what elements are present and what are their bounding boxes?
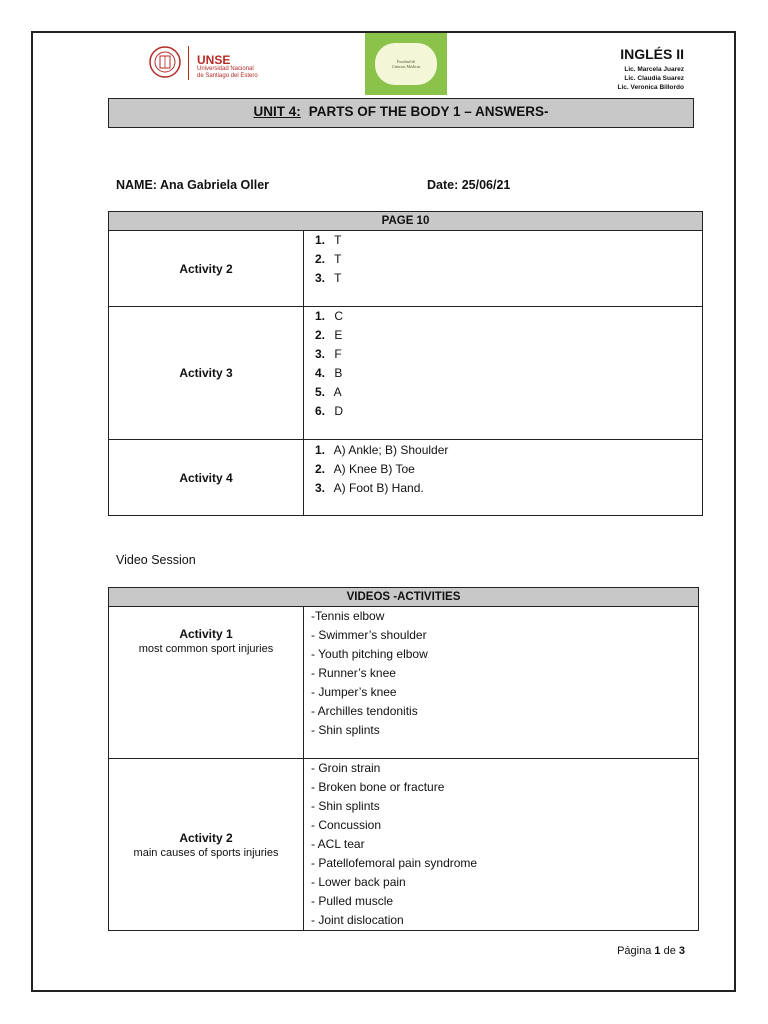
student-date: Date: 25/06/21 <box>427 178 511 192</box>
list-item <box>315 402 702 421</box>
item-text: T <box>334 233 342 247</box>
activity-2-label: Activity 2 <box>179 261 233 276</box>
list-item <box>315 250 702 269</box>
table-row <box>109 607 699 759</box>
item-text: A <box>333 385 342 399</box>
list-item <box>315 269 702 288</box>
faculty-logo <box>365 33 447 95</box>
faculty-line-1: Facultad de <box>396 59 416 64</box>
item-text: A) Knee B) Toe <box>333 462 415 476</box>
list-item: - Groin strain <box>311 761 381 775</box>
professors-list <box>618 65 684 92</box>
list-item <box>315 383 702 402</box>
professor-1: Lic. Marcela Juarez <box>624 66 684 73</box>
list-item <box>315 345 702 364</box>
page-footer <box>617 945 685 957</box>
list-item: - Swimmer’s shoulder <box>311 628 427 642</box>
item-number: 2. <box>315 328 326 342</box>
page10-header: PAGE 10 <box>109 212 703 231</box>
video-activity-2-desc: main causes of sports injuries <box>133 846 279 859</box>
footer-page-number: 1 <box>654 945 661 957</box>
list-item: - ACL tear <box>311 837 365 851</box>
item-text: A) Foot B) Hand. <box>333 481 424 495</box>
unit-title <box>108 104 694 119</box>
answer-list <box>311 607 698 740</box>
list-item: - Patellofemoral pain syndrome <box>311 856 478 870</box>
item-number: 2. <box>315 252 326 266</box>
item-text: T <box>334 252 342 266</box>
activity-answers <box>304 440 703 516</box>
unse-name: UNSE <box>197 53 231 67</box>
list-item <box>315 326 702 345</box>
item-text: A) Ankle; B) Shoulder <box>333 443 449 457</box>
professor-3: Lic. Veronica Billordo <box>617 84 684 91</box>
item-text: T <box>334 271 342 285</box>
item-number: 5. <box>315 385 326 399</box>
list-item <box>315 460 702 479</box>
item-number: 4. <box>315 366 326 380</box>
item-number: 2. <box>315 462 326 476</box>
item-number: 1. <box>315 443 326 457</box>
table-row <box>109 231 703 307</box>
videos-table <box>108 587 699 931</box>
faculty-logo-text <box>392 59 420 69</box>
table-row <box>109 307 703 440</box>
professor-2: Lic. Claudia Suarez <box>624 75 684 82</box>
list-item: - Pulled muscle <box>311 894 394 908</box>
answer-list <box>315 231 702 288</box>
item-text: D <box>334 404 344 418</box>
item-number: 1. <box>315 233 326 247</box>
list-item <box>315 231 702 250</box>
unse-subtitle <box>197 66 258 80</box>
video-activity-1-label: Activity 1 <box>179 627 233 641</box>
video-activity-1-desc: most common sport injuries <box>138 643 274 655</box>
faculty-line-2: Ciencias Médicas <box>391 64 421 69</box>
activity-3-label: Activity 3 <box>179 366 233 380</box>
answer-list <box>315 307 702 421</box>
list-item: - Shin splints <box>311 723 380 737</box>
activity-label <box>109 607 304 759</box>
activity-4-label: Activity 4 <box>179 470 233 485</box>
activity-answers <box>304 607 699 759</box>
activity-label <box>109 307 304 440</box>
footer-mid: de <box>660 945 679 957</box>
list-item: - Jumper’s knee <box>311 685 397 699</box>
item-text: F <box>334 347 342 361</box>
list-item: - Lower back pain <box>311 875 406 889</box>
student-name: NAME: Ana Gabriela Oller <box>116 178 270 192</box>
item-number: 1. <box>315 309 326 323</box>
list-item <box>315 479 702 498</box>
video-session-heading: Video Session <box>116 553 196 567</box>
list-item <box>315 364 702 383</box>
list-item: -Tennis elbow <box>311 609 385 623</box>
list-item: - Joint dislocation <box>311 913 404 927</box>
list-item: - Youth pitching elbow <box>311 647 428 661</box>
answer-list <box>311 759 698 930</box>
item-text: C <box>334 309 344 323</box>
item-number: 6. <box>315 404 326 418</box>
item-number: 3. <box>315 271 326 285</box>
activity-answers <box>304 231 703 307</box>
videos-header: VIDEOS -ACTIVITIES <box>109 588 699 607</box>
item-text: B <box>334 366 343 380</box>
faculty-logo-badge <box>375 43 437 85</box>
course-title: INGLÉS II <box>620 46 684 62</box>
item-text: E <box>334 328 343 342</box>
video-activity-2-label: Activity 2 <box>179 830 233 845</box>
footer-total-pages: 3 <box>678 945 685 957</box>
unit-name: PARTS OF THE BODY 1 – ANSWERS- <box>308 104 549 119</box>
page10-table <box>108 211 703 516</box>
list-item <box>315 441 702 460</box>
unse-seal-logo <box>145 44 185 80</box>
unse-separator <box>188 46 189 80</box>
unse-subtitle-line-2: de Santiago del Estero <box>197 73 258 79</box>
list-item: - Runner’s knee <box>311 666 396 680</box>
list-item <box>315 307 702 326</box>
item-number: 3. <box>315 481 326 495</box>
activity-label <box>109 440 304 516</box>
list-item: - Archilles tendonitis <box>311 704 418 718</box>
list-item: - Broken bone or fracture <box>311 780 445 794</box>
answer-list <box>315 441 702 498</box>
list-item: - Concussion <box>311 818 382 832</box>
activity-answers <box>304 759 699 931</box>
list-item: - Shin splints <box>311 799 380 813</box>
footer-prefix: Página <box>617 945 655 957</box>
item-number: 3. <box>315 347 326 361</box>
activity-label <box>109 231 304 307</box>
unse-subtitle-line-1: Universidad Nacional <box>197 66 254 72</box>
table-row <box>109 440 703 516</box>
unit-label: UNIT 4: <box>253 104 301 119</box>
activity-answers <box>304 307 703 440</box>
table-row <box>109 759 699 931</box>
activity-label <box>109 759 304 931</box>
